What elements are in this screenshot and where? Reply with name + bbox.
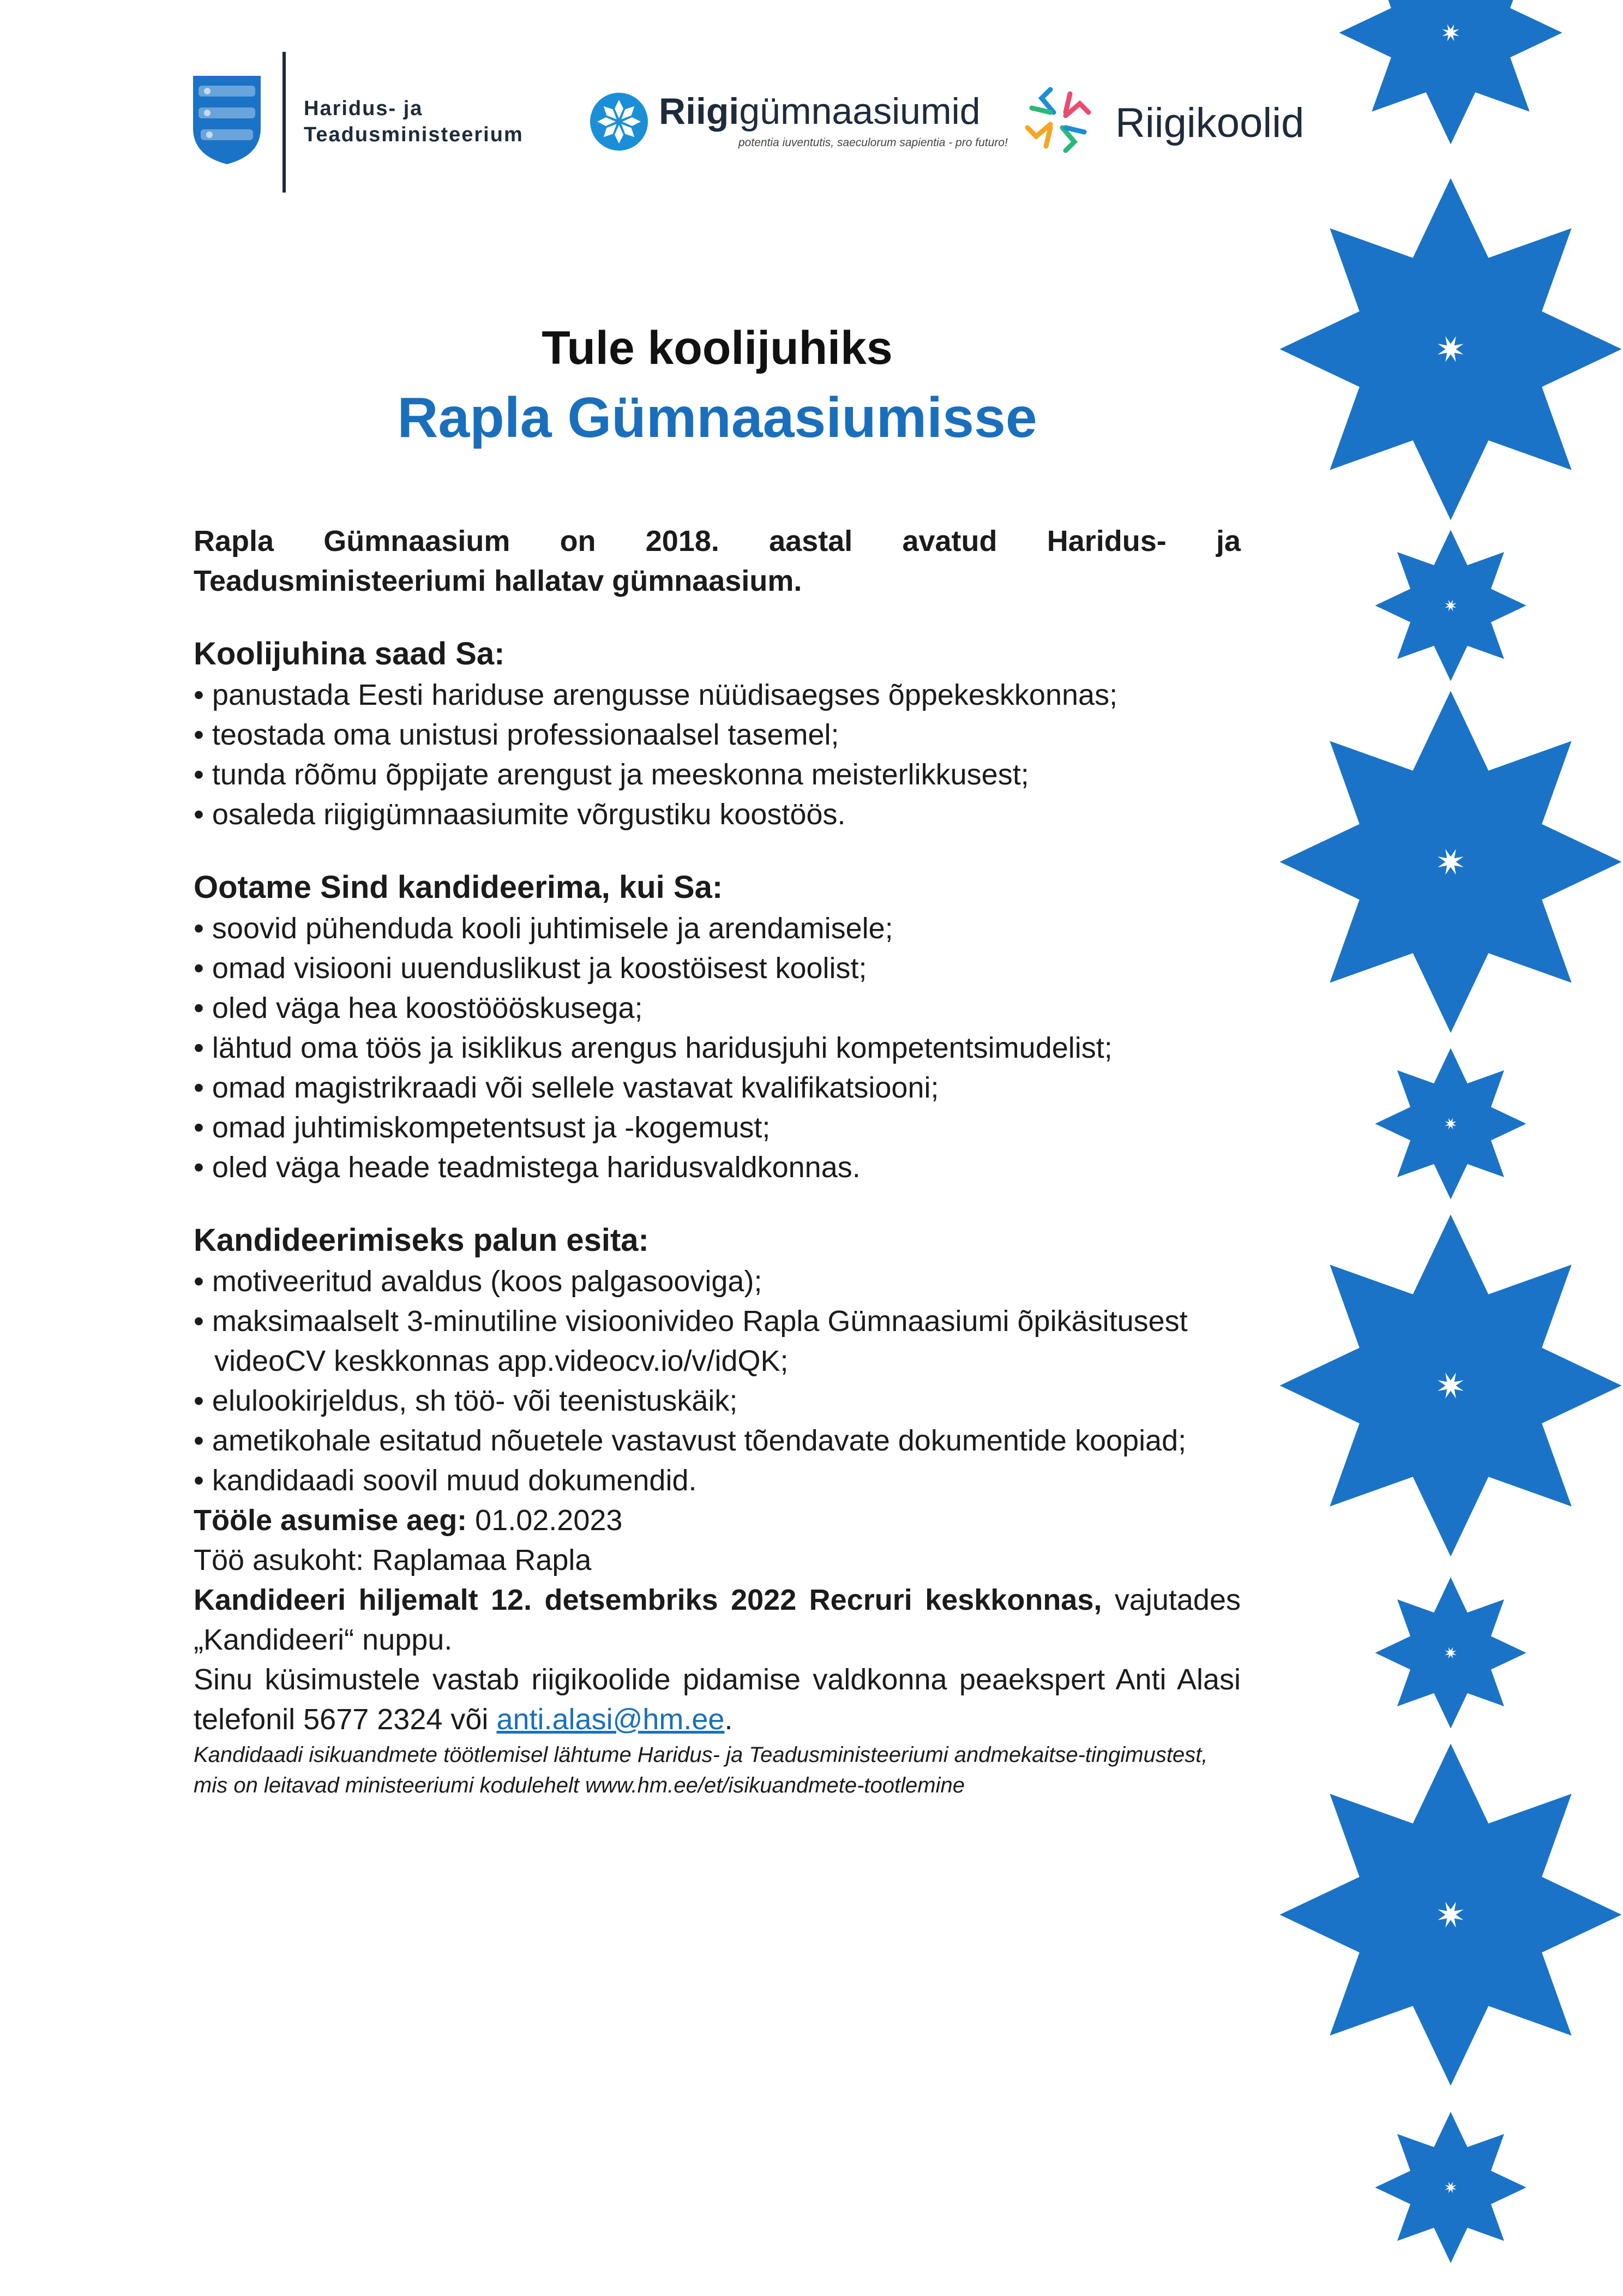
section-benefits-list bbox=[194, 675, 1241, 835]
contact-email-link[interactable]: anti.alasi@hm.ee bbox=[496, 1703, 725, 1736]
list-item: • omad juhtimiskompetentsust ja -kogemust; bbox=[194, 1111, 771, 1144]
star-icon bbox=[1375, 2112, 1526, 2263]
logo-divider bbox=[282, 52, 286, 193]
star-icon bbox=[1280, 178, 1622, 520]
list-item: • osaleda riigigümnaasiumite võrgustiku koostöös. bbox=[194, 798, 846, 831]
list-item: • ametikohale esitatud nõuetele vastavust tõendavate dokumentide koopiad; bbox=[194, 1424, 1187, 1457]
ministry-name-line1: Haridus- ja bbox=[304, 97, 423, 120]
star-icon bbox=[1339, 0, 1562, 145]
start-date-value: 01.02.2023 bbox=[467, 1504, 623, 1537]
list-item: • motiveeritud avaldus (koos palgasooviga); bbox=[194, 1265, 762, 1298]
section-documents-title: Kandideerimiseks palun esita: bbox=[194, 1222, 649, 1258]
list-item: • omad visiooni uuenduslikust ja koostöisest koolist; bbox=[194, 952, 867, 985]
contact-info bbox=[194, 1660, 1241, 1740]
headline-line1: Tule koolijuhiks bbox=[542, 322, 893, 374]
deadline-bold: Kandideeri hiljemalt 12. detsembriks 2022 Recruri keskkonnas, bbox=[194, 1584, 1102, 1616]
estonian-coat-of-arms-icon bbox=[191, 74, 263, 166]
list-item: • elulookirjeldus, sh töö- või teenistuskäik; bbox=[194, 1384, 738, 1417]
star-icon bbox=[1375, 1048, 1526, 1199]
star-icon bbox=[1280, 1215, 1622, 1557]
star-icon bbox=[1375, 530, 1526, 681]
ministry-name bbox=[304, 95, 524, 148]
list-item: • omad magistrikraadi või sellele vastavat kvalifikatsiooni; bbox=[194, 1071, 939, 1104]
riigikoolid-wordmark: Riigikoolid bbox=[1115, 100, 1305, 146]
riigigymnaasiumid-wordmark bbox=[659, 92, 981, 131]
job-location: Töö asukoht: Raplamaa Rapla bbox=[194, 1544, 592, 1576]
job-ad-content bbox=[194, 321, 1241, 1801]
snowflake-badge-icon bbox=[589, 92, 649, 152]
wordmark-rest-part: gümnaasiumid bbox=[739, 91, 981, 132]
list-item: • teostada oma unistusi professionaalsel tasemel; bbox=[194, 718, 839, 751]
section-requirements-list bbox=[194, 909, 1241, 1188]
star-icon bbox=[1375, 1577, 1526, 1728]
list-item: • soovid pühenduda kooli juhtimisele ja arendamisele; bbox=[194, 912, 893, 945]
list-item: • oled väga hea koostöööskusega; bbox=[194, 992, 643, 1024]
contact-text: Sinu küsimustele vastab riigikoolide pidamise valdkonna peaekspert Anti Alasi telefonil 5677 2324 või bbox=[194, 1663, 1241, 1736]
section-documents-list bbox=[194, 1262, 1241, 1501]
wordmark-bold-part: Riigi bbox=[659, 91, 740, 132]
contact-end: . bbox=[724, 1703, 733, 1736]
application-deadline bbox=[194, 1580, 1241, 1660]
list-item: • maksimaalselt 3-minutiline visioonivideo Rapla Gümnaasiumi õpikäsitusest videoCV keskkonnas app.videocv.io/v/idQK; bbox=[194, 1305, 1188, 1377]
list-item: • panustada Eesti hariduse arengusse nüüdisaegses õppekeskkonnas; bbox=[194, 679, 1118, 711]
deadline-rest: vajutades „Kandideeri“ nuppu. bbox=[194, 1584, 1241, 1656]
list-item: • kandidaadi soovil muud dokumendid. bbox=[194, 1464, 697, 1497]
list-item: • oled väga heade teadmistega haridusvaldkonnas. bbox=[194, 1151, 861, 1184]
start-date bbox=[194, 1501, 1241, 1540]
list-item: • lähtud oma töös ja isiklikus arengus haridusjuhi kompetentsimudelist; bbox=[194, 1032, 1113, 1064]
ministry-name-line2: Teadusministeerium bbox=[304, 123, 524, 146]
star-icon bbox=[1280, 691, 1622, 1033]
riigigymnaasiumid-logo bbox=[589, 87, 1008, 158]
decorative-star-border bbox=[1254, 0, 1623, 2296]
headline-school: Rapla Gümnaasiumisse bbox=[397, 386, 1037, 449]
colorful-star-icon bbox=[1020, 82, 1096, 158]
start-date-label: Tööle asumise aeg: bbox=[194, 1504, 467, 1537]
star-icon bbox=[1280, 1744, 1622, 2086]
list-item: • tunda rõõmu õppijate arengust ja meeskonna meisterlikkusest; bbox=[194, 758, 1029, 791]
privacy-note: Kandidaadi isikuandmete töötlemisel lähtume Haridus- ja Teadusministeeriumi andmekaitse-tingimustest, mis on leitavad ministeeriumi kodulehelt www.hm.ee/et/isikuandmete-tootlemine bbox=[194, 1743, 1208, 1797]
riigigymnaasiumid-motto: potentia iuventutis, saeculorum sapientia - pro futuro! bbox=[738, 136, 1008, 149]
logo-header bbox=[0, 0, 1309, 218]
intro-paragraph: Rapla Gümnaasium on 2018. aastal avatud Haridus- ja Teadusministeeriumi hallatav gümnaasium. bbox=[194, 525, 1241, 597]
section-requirements-title: Ootame Sind kandideerima, kui Sa: bbox=[194, 870, 723, 905]
ad-body bbox=[194, 521, 1241, 1801]
section-benefits-title: Koolijuhina saad Sa: bbox=[194, 636, 505, 672]
ministry-logo bbox=[191, 52, 540, 194]
